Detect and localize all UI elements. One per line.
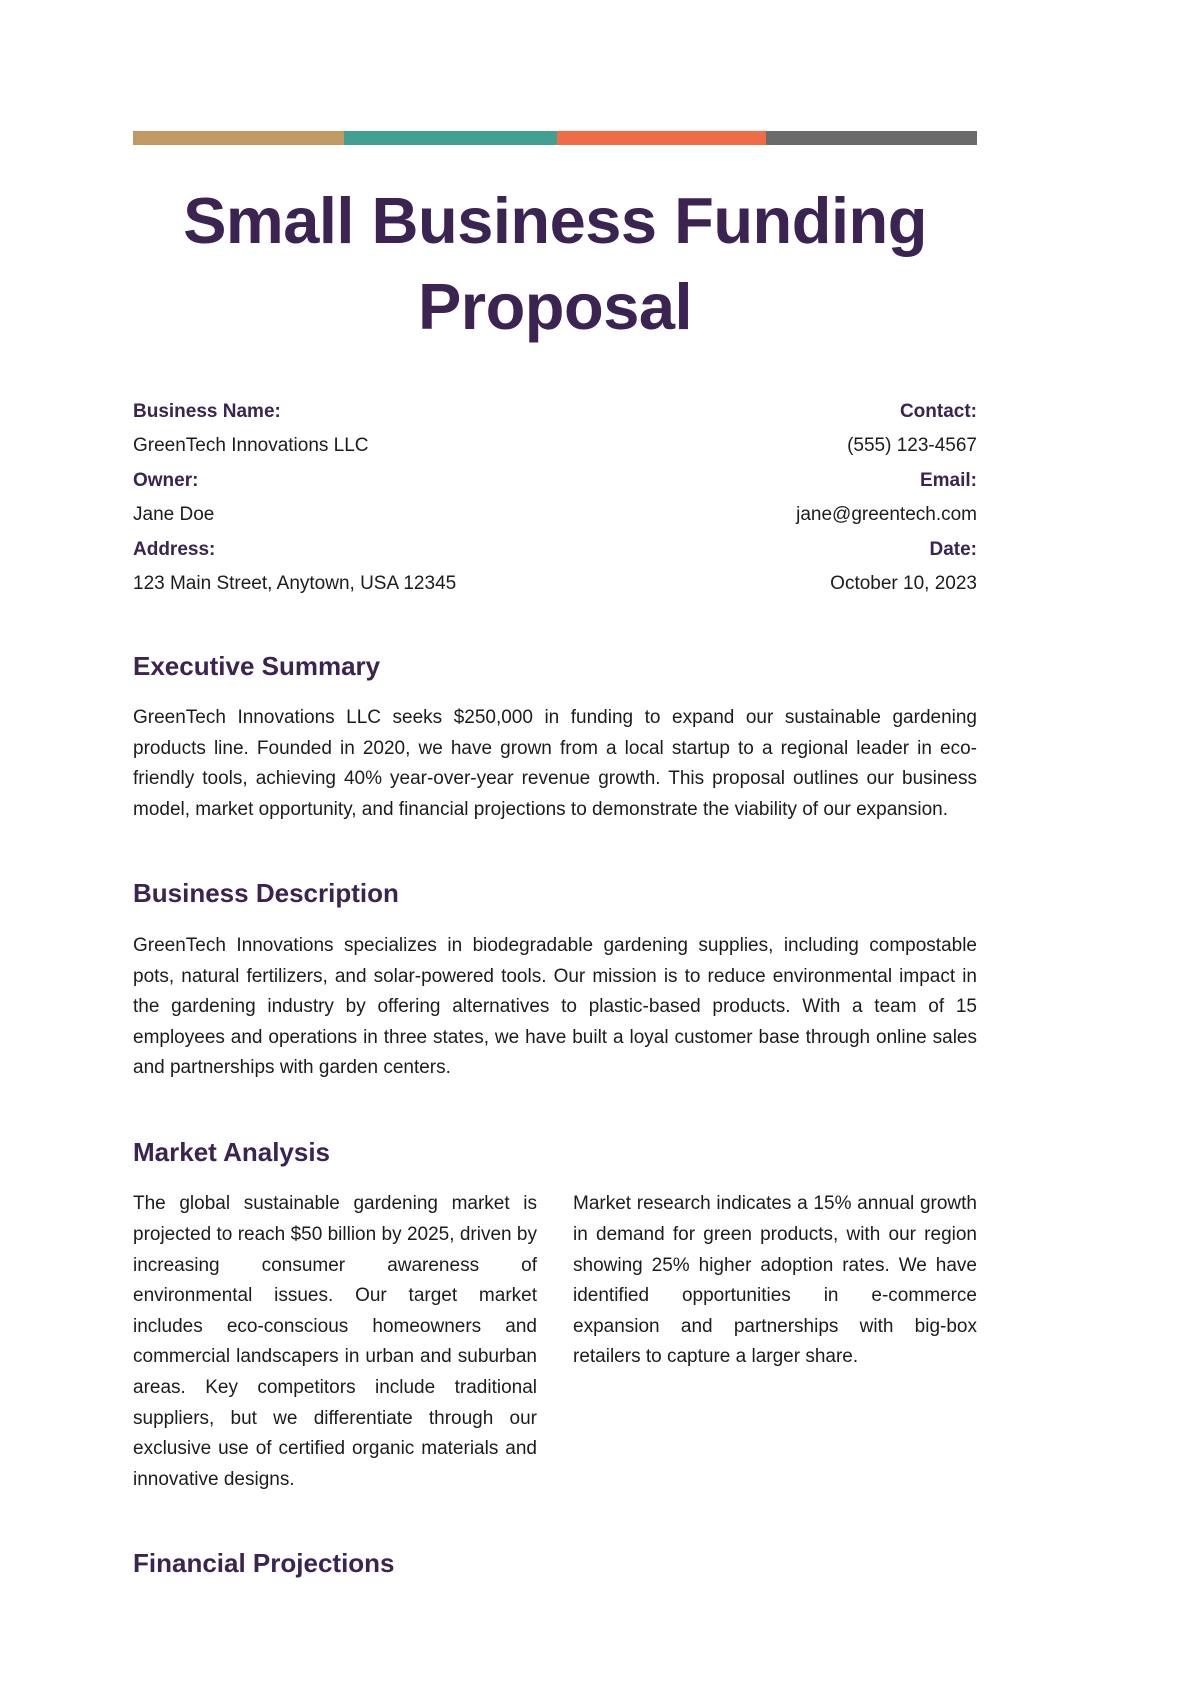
document-meta: [133, 395, 977, 602]
meta-row: [133, 464, 977, 499]
date-label: Date:: [929, 538, 977, 560]
meta-row: [133, 395, 977, 430]
accent-segment-coral: [557, 131, 766, 145]
accent-segment-gray: [766, 131, 977, 145]
section-executive-summary: [133, 602, 977, 826]
meta-row: [133, 498, 977, 533]
section-business-description: [133, 825, 977, 1083]
section-heading-executive-summary: Executive Summary: [133, 650, 381, 681]
owner-label: Owner:: [133, 469, 199, 491]
accent-bar: [133, 131, 977, 145]
market-analysis-columns: [133, 1168, 977, 1495]
address-label: Address:: [133, 538, 216, 560]
market-analysis-column-right: [573, 1189, 977, 1495]
accent-segment-teal: [344, 131, 557, 145]
section-heading-financial-projections: Financial Projections: [133, 1548, 395, 1579]
address-value: 123 Main Street, Anytown, USA 12345: [133, 573, 457, 595]
email-value: jane@greentech.com: [796, 504, 977, 526]
accent-segment-tan: [133, 131, 344, 145]
page-content: [133, 0, 977, 1580]
contact-value: (555) 123-4567: [847, 435, 977, 457]
section-financial-projections: [133, 1495, 977, 1580]
owner-value: Jane Doe: [133, 504, 215, 526]
meta-row: [133, 533, 977, 568]
section-body-executive-summary: GreenTech Innovations LLC seeks $250,000 in funding to expand our sustainable gardening products line. Founded in 2020, we have grown from a local startup to a regional leader in eco-friendly tools, achieving 40% year-over-year revenue growth. This proposal outlines our business model, market opportunity, and financial projections to demonstrate the viability of our expansion.: [133, 707, 977, 820]
market-analysis-column-left: [133, 1189, 537, 1495]
market-analysis-body-right: Market research indicates a 15% annual growth in demand for green products, with our region showing 25% higher adoption rates. We have identified opportunities in e-commerce expansion and partnerships with big-box retailers to capture a larger share.: [573, 1193, 977, 1368]
business-name-value: GreenTech Innovations LLC: [133, 435, 369, 457]
date-value: October 10, 2023: [830, 573, 977, 595]
section-body-business-description: GreenTech Innovations specializes in biodegradable gardening supplies, including compostable pots, natural fertilizers, and solar-powered tools. Our mission is to reduce environmental impact in the gardening industry by offering alternatives to plastic-based products. With a team of 15 employees and operations in three states, we have built a loyal customer base through online sales and partnerships with garden centers.: [133, 934, 977, 1079]
email-label: Email:: [919, 469, 977, 491]
section-market-analysis: [133, 1084, 977, 1495]
page-title: Small Business Funding Proposal: [183, 184, 927, 343]
business-name-label: Business Name:: [133, 400, 281, 422]
meta-row: [133, 567, 977, 602]
contact-label: Contact:: [899, 400, 977, 422]
section-heading-business-description: Business Description: [133, 878, 399, 909]
section-heading-market-analysis: Market Analysis: [133, 1136, 331, 1167]
meta-row: [133, 429, 977, 464]
market-analysis-body-left: The global sustainable gardening market is projected to reach $50 billion by 2025, driven by increasing consumer awareness of environmental issues. Our target market includes eco-conscious homeowners and commercial landscapers in urban and suburban areas. Key competitors include traditional suppliers, but we differentiate through our exclusive use of certified organic materials and innovative designs.: [133, 1193, 537, 1490]
